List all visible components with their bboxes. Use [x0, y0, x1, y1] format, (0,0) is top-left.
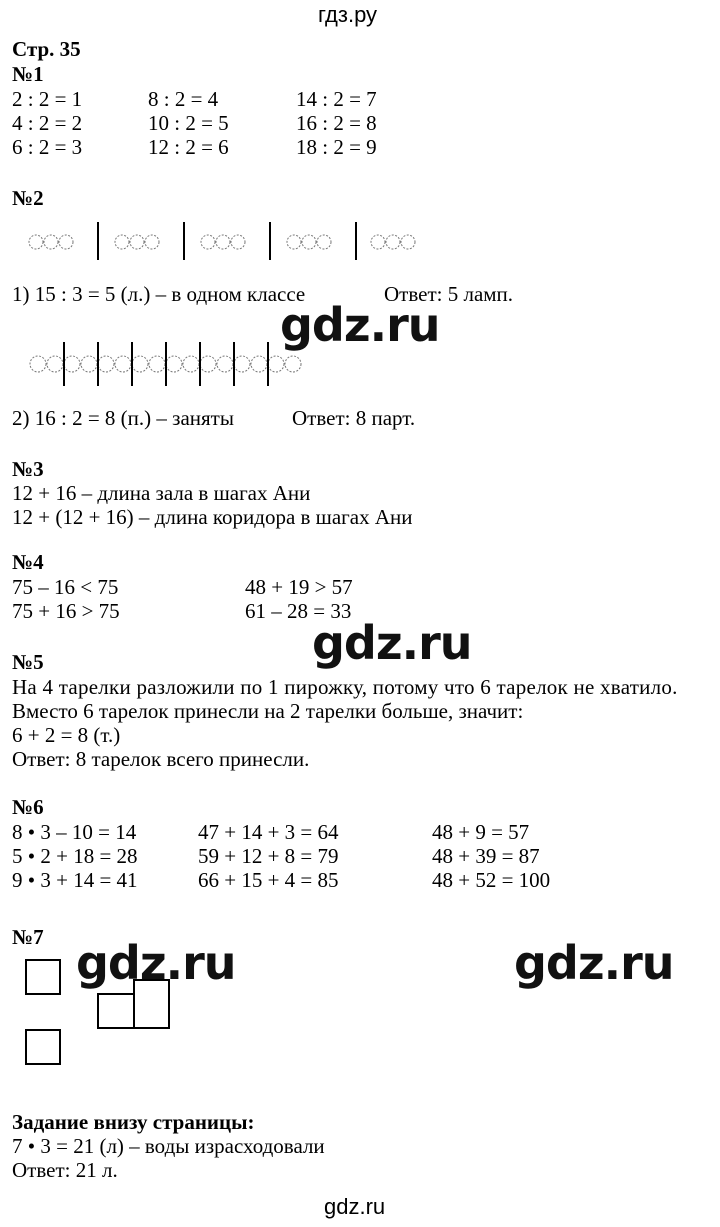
watermark: gdz.ru [280, 298, 440, 352]
desks-diagram [0, 340, 320, 388]
task-6-cell: 48 + 9 = 57 [432, 820, 530, 844]
bottom-task-title: Задание внизу страницы: [12, 1110, 255, 1134]
task-1-cell: 14 : 2 = 7 [296, 87, 377, 111]
bottom-task-line: 7 • 3 = 21 (л) – воды израсходовали [12, 1134, 325, 1158]
task-6-cell: 59 + 12 + 8 = 79 [198, 844, 339, 868]
task-4-cell: 75 + 16 > 75 [12, 599, 120, 623]
page-number: Стр. 35 [12, 37, 81, 61]
task-1-cell: 12 : 2 = 6 [148, 135, 229, 159]
task-3-label: №3 [12, 457, 44, 481]
lamps-diagram [0, 220, 440, 265]
task-6-label: №6 [12, 795, 44, 819]
task-3-line: 12 + 16 – длина зала в шагах Ани [12, 481, 311, 505]
task-2-answer-1: Ответ: 5 ламп. [384, 282, 514, 306]
task-1-cell: 6 : 2 = 3 [12, 135, 83, 159]
task-1-cell: 10 : 2 = 5 [148, 111, 229, 135]
task-6-cell: 48 + 39 = 87 [432, 844, 540, 868]
task-1-cell: 16 : 2 = 8 [296, 111, 377, 135]
task-2-label: №2 [12, 186, 44, 210]
task-5-line: 6 + 2 = 8 (т.) [12, 723, 121, 747]
task-6-cell: 48 + 52 = 100 [432, 868, 551, 892]
task-7-label: №7 [12, 925, 44, 949]
task-1-cell: 4 : 2 = 2 [12, 111, 83, 135]
task-2-answer-2: Ответ: 8 парт. [292, 406, 416, 430]
task-1-cell: 18 : 2 = 9 [296, 135, 377, 159]
watermark: gdz.ru [514, 936, 674, 990]
site-header: гдз.ру [318, 2, 378, 27]
task-1-cell: 2 : 2 = 1 [12, 87, 83, 111]
task-6-cell: 9 • 3 + 14 = 41 [12, 868, 138, 892]
task-4-cell: 75 – 16 < 75 [12, 575, 119, 599]
task-5-line: На 4 тарелки разложили по 1 пирожку, потому что 6 тарелок не хватило. [12, 675, 678, 699]
task-6-cell: 5 • 2 + 18 = 28 [12, 844, 138, 868]
task-4-label: №4 [12, 550, 44, 574]
task-5-line: Вместо 6 тарелок принесли на 2 тарелки больше, значит: [12, 699, 524, 723]
task-5-label: №5 [12, 650, 44, 674]
task-4-cell: 48 + 19 > 57 [245, 575, 353, 599]
bottom-task-answer: Ответ: 21 л. [12, 1158, 118, 1182]
task-1-label: №1 [12, 62, 44, 86]
task-2-line-2: 2) 16 : 2 = 8 (п.) – заняты [12, 406, 234, 430]
task-6-cell: 8 • 3 – 10 = 14 [12, 820, 137, 844]
task-5-line: Ответ: 8 тарелок всего принесли. [12, 747, 310, 771]
task-1-cell: 8 : 2 = 4 [148, 87, 219, 111]
task-2-line-1: 1) 15 : 3 = 5 (л.) – в одном классе [12, 282, 306, 306]
task-3-line: 12 + (12 + 16) – длина коридора в шагах Ани [12, 505, 413, 529]
watermark: gdz.ru [76, 936, 236, 990]
task-6-cell: 47 + 14 + 3 = 64 [198, 820, 339, 844]
site-footer: gdz.ru [324, 1194, 386, 1219]
task-4-cell: 61 – 28 = 33 [245, 599, 352, 623]
task-6-cell: 66 + 15 + 4 = 85 [198, 868, 339, 892]
watermark: gdz.ru [312, 616, 472, 670]
